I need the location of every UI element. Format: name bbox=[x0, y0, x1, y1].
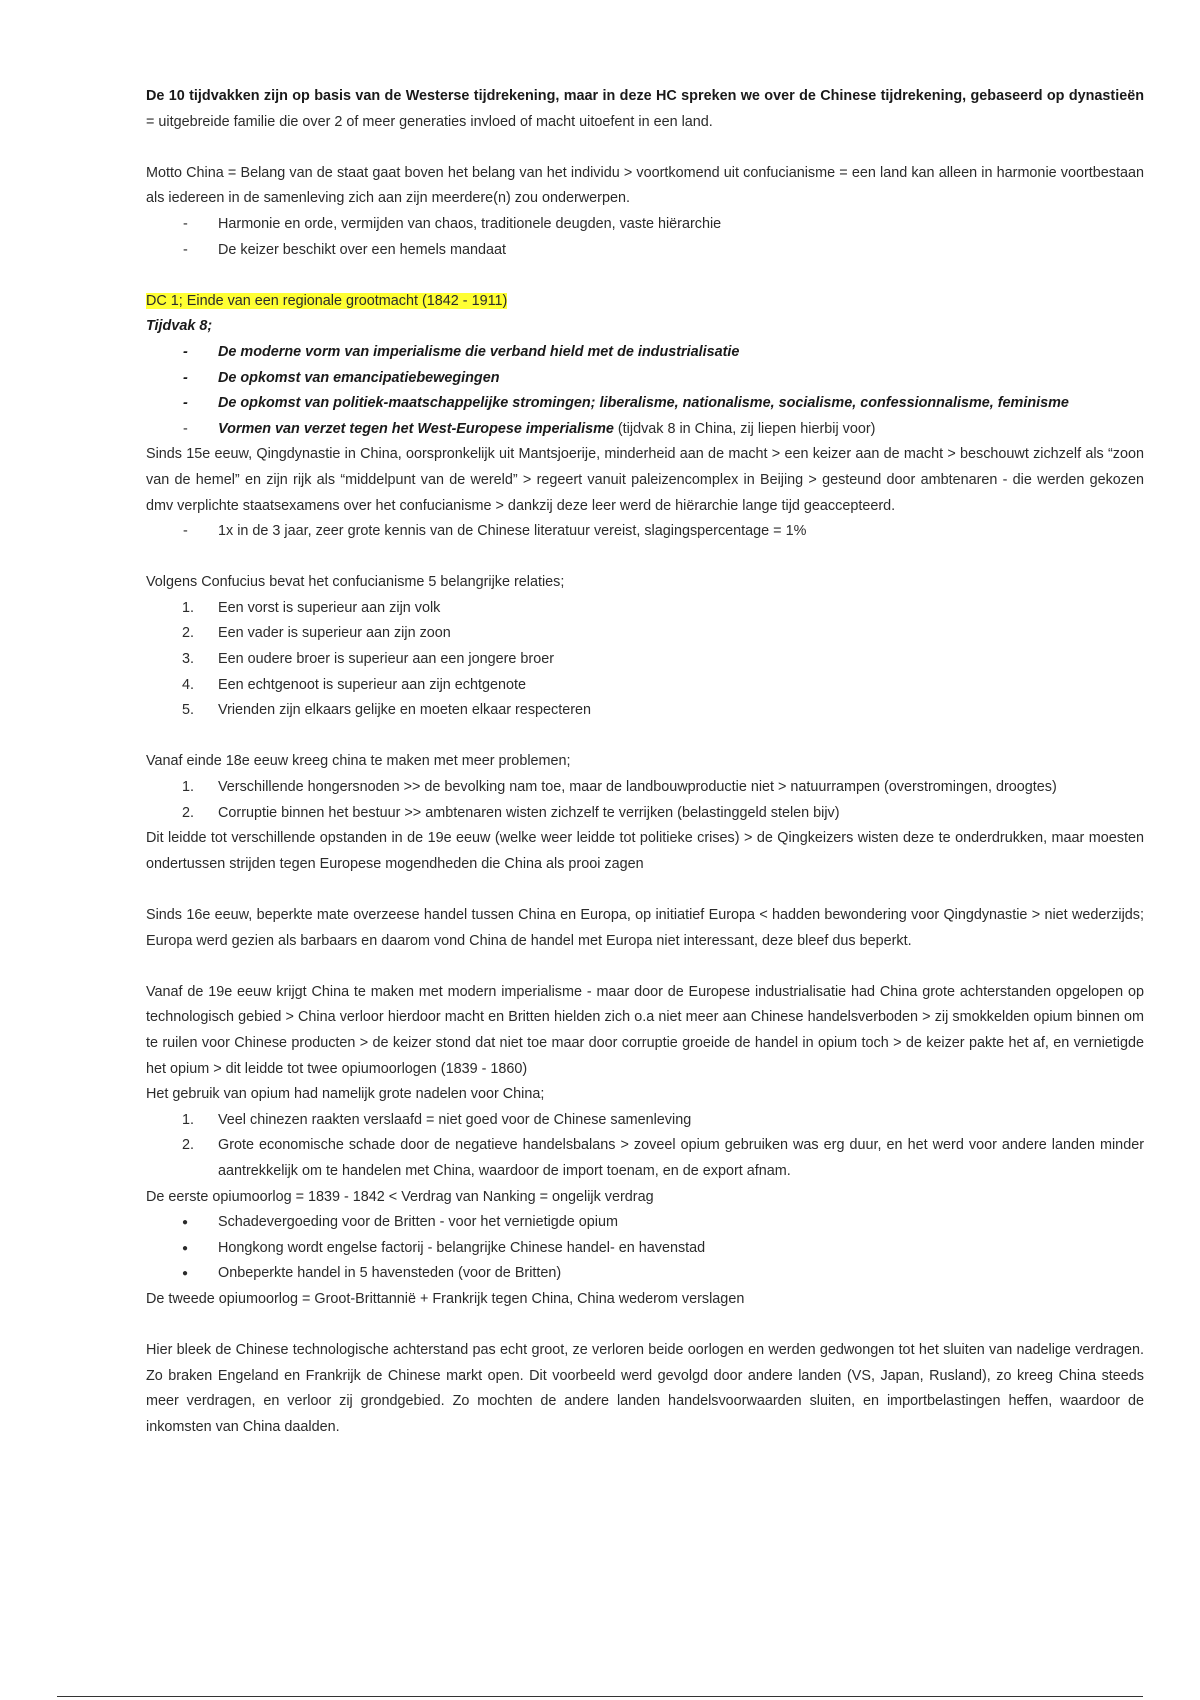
list-item: - 1x in de 3 jaar, zeer grote kennis van de Chinese literatuur vereist, slagingspercentage = 1% bbox=[146, 519, 1144, 545]
list-item: 2. Grote economische schade door de negatieve handelsbalans > zoveel opium gebruiken was erg duur, en het werd voor andere landen minder aantrekkelijk om te handelen met China, waardoor de import toenam, en de export afnam. bbox=[182, 1137, 1144, 1179]
list-item: 1. Een vorst is superieur aan zijn volk bbox=[182, 599, 441, 616]
intro-rest: = uitgebreide familie die over 2 of meer generaties invloed of macht uitoefent in een land. bbox=[146, 113, 713, 130]
motto-list bbox=[146, 212, 1144, 263]
opium-list bbox=[146, 1108, 1144, 1185]
list-item bbox=[146, 417, 1144, 443]
confucius-intro: Volgens Confucius bevat het confucianisme 5 belangrijke relaties; bbox=[146, 574, 565, 591]
list-item: 4. Een echtgenoot is superieur aan zijn echtgenote bbox=[182, 676, 527, 693]
tijdvak-list bbox=[146, 340, 1144, 442]
list-item: ● Onbeperkte handel in 5 havensteden (voor de Britten) bbox=[146, 1261, 1144, 1287]
list-item: 3. Een oudere broer is superieur aan een jongere broer bbox=[182, 651, 555, 668]
list-item: - De opkomst van emancipatiebewegingen bbox=[146, 366, 1144, 392]
list-item: - Harmonie en orde, vermijden van chaos, traditionele deugden, vaste hiërarchie bbox=[146, 212, 1144, 238]
list-item-bold: Vormen van verzet tegen het West-Europese imperialisme bbox=[218, 420, 614, 437]
document-page bbox=[146, 84, 1144, 1440]
motto-paragraph: Motto China = Belang van de staat gaat boven het belang van het individu > voortkomend uit confucianisme = een land kan alleen in harmonie voortbestaan als iedereen in de samenleving zich aan zijn meerdere(n) zou onderwerpen. bbox=[146, 164, 1144, 207]
section-heading bbox=[146, 289, 1144, 315]
list-item: 1. Veel chinezen raakten verslaafd = niet goed voor de Chinese samenleving bbox=[182, 1111, 692, 1128]
slot-paragraph: Hier bleek de Chinese technologische achterstand pas echt groot, ze verloren beide oorlogen en werden gedwongen tot het sluiten van nadelige verdragen. Zo braken Engeland en Frankrijk de Chinese markt open. Dit voorbeeld werd gevolgd door andere landen (VS, Japan, Rusland), zo kreeg China steeds meer verdragen, en verloor zij grondgebied. Zo mochten de andere landen handelsvoorwaarden sluiten, en importbelastingen heffen, waardoor de inkomsten van China daalden. bbox=[146, 1342, 1144, 1435]
list-item: 2. Corruptie binnen het bestuur >> ambtenaren wisten zichzelf te verrijken (belastinggeld stelen bijv) bbox=[182, 804, 840, 821]
qing-list bbox=[146, 519, 1144, 545]
footer-rule bbox=[57, 1696, 1143, 1697]
list-item: 2. Een vader is superieur aan zijn zoon bbox=[182, 625, 451, 642]
problemen-list bbox=[146, 775, 1144, 826]
problemen-intro: Vanaf einde 18e eeuw kreeg china te maken met meer problemen; bbox=[146, 753, 571, 770]
list-item: 5. Vrienden zijn elkaars gelijke en moeten elkaar respecteren bbox=[182, 702, 592, 719]
list-item: - De moderne vorm van imperialisme die verband hield met de industrialisatie bbox=[146, 340, 1144, 366]
verdrag-list bbox=[146, 1210, 1144, 1287]
qing-paragraph: Sinds 15e eeuw, Qingdynastie in China, oorspronkelijk uit Mantsjoerije, minderheid aan de macht > een keizer aan de macht > beschouwt zichzelf als “zoon van de hemel” en zijn rijk als “middelpunt van de wereld” > regeert vanuit paleizencomplex in Beijing > gesteund door ambtenaren - die werden gekozen dmv verplichte staatsexamens over het confucianisme > dankzij deze leer werd de hiërarchie lange tijd geaccepteerd. bbox=[146, 446, 1144, 514]
list-item-rest: (tijdvak 8 in China, zij liepen hierbij voor) bbox=[613, 420, 876, 437]
imperialisme-paragraph: Vanaf de 19e eeuw krijgt China te maken met modern imperialisme - maar door de Europese industrialisatie had China grote achterstanden opgelopen op technologisch gebied > China verloor hierdoor macht en Britten hielden zich o.a niet meer aan Chinese handelsverboden > zij smokkelden opium binnen om te ruilen voor Chinese producten > de keizer stond dat niet toe maar door corruptie groeide de handel in opium toch > de keizer pakte het af, en vernietigde het opium > dit leidde tot twee opiumoorlogen (1839 - 1860) bbox=[146, 983, 1144, 1077]
list-item: 1. Verschillende hongersnoden >> de bevolking nam toe, maar de landbouwproductie niet > natuurrampen (overstromingen, droogtes) bbox=[182, 779, 1057, 796]
problemen-after: Dit leidde tot verschillende opstanden in de 19e eeuw (welke weer leidde tot politieke crises) > de Qingkeizers wisten deze te onderdrukken, maar moesten ondertussen strijden tegen Europese mogendheden die China als prooi zagen bbox=[146, 830, 1144, 872]
tijdvak-label: Tijdvak 8; bbox=[146, 318, 213, 335]
list-item: ● Schadevergoeding voor de Britten - voor het vernietigde opium bbox=[146, 1210, 1144, 1236]
highlighted-heading: DC 1; Einde van een regionale grootmacht (1842 - 1911) bbox=[146, 292, 508, 309]
list-item: - De opkomst van politiek-maatschappelijke stromingen; liberalisme, nationalisme, socialisme, confessionnalisme, feminisme bbox=[146, 391, 1144, 417]
handel-paragraph: Sinds 16e eeuw, beperkte mate overzeese handel tussen China en Europa, op initiatief Europa < hadden bewondering voor Qingdynastie > niet wederzijds; Europa werd gezien als barbaars en daarom vond China de handel met Europa niet interessant, deze bleef dus beperkt. bbox=[146, 907, 1144, 949]
confucius-list bbox=[146, 596, 1144, 724]
intro-paragraph bbox=[146, 84, 1144, 135]
eerste-opiumoorlog: De eerste opiumoorlog = 1839 - 1842 < Verdrag van Nanking = ongelijk verdrag bbox=[146, 1188, 654, 1205]
tweede-opiumoorlog: De tweede opiumoorlog = Groot-Brittannië + Frankrijk tegen China, China wederom verslagen bbox=[146, 1290, 745, 1307]
list-item: - De keizer beschikt over een hemels mandaat bbox=[146, 238, 1144, 264]
opium-intro: Het gebruik van opium had namelijk grote nadelen voor China; bbox=[146, 1086, 545, 1103]
intro-bold: De 10 tijdvakken zijn op basis van de Westerse tijdrekening, maar in deze HC spreken we over de Chinese tijdrekening, gebaseerd op dynastieën bbox=[146, 88, 1144, 104]
list-item: ● Hongkong wordt engelse factorij - belangrijke Chinese handel- en havenstad bbox=[146, 1236, 1144, 1262]
